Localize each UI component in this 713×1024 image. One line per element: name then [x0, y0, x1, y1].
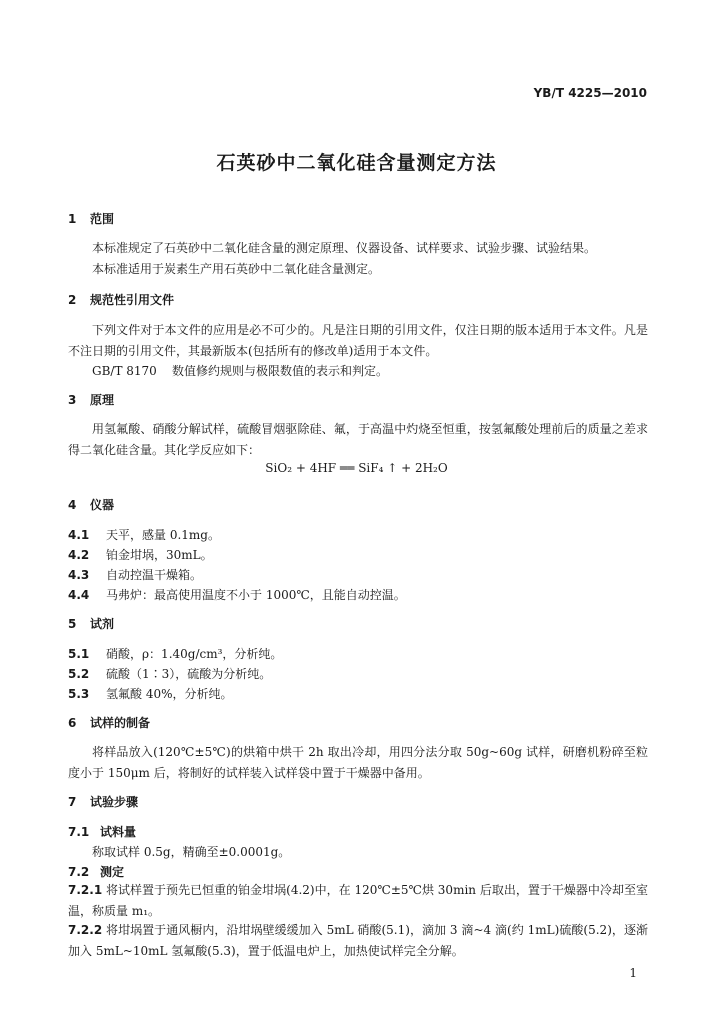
item-number: 4.3	[68, 568, 90, 582]
section-title: 范围	[90, 212, 115, 226]
section-number: 7	[68, 795, 77, 809]
standard-number: YB/T 4225—2010	[533, 86, 647, 100]
section-number: 3	[68, 393, 77, 407]
section-number: 6	[68, 716, 77, 730]
list-item	[68, 526, 220, 543]
section-number: 4	[68, 498, 77, 512]
item-text: 氢氟酸 40%，分析纯。	[106, 687, 233, 701]
subsection-7-2-2	[68, 920, 648, 962]
section-number: 2	[68, 293, 77, 307]
item-number: 5.2	[68, 667, 90, 681]
item-text: 铂金坩埚，30mL。	[106, 548, 213, 562]
normative-reference	[92, 362, 388, 379]
item-text: 自动控温干燥箱。	[106, 568, 203, 582]
section-1-heading	[68, 210, 114, 227]
section-2-paragraph: 下列文件对于本文件的应用是必不可少的。凡是注日期的引用文件，仅注日期的版本适用于本文件。凡是不注日期的引用文件，其最新版本(包括所有的修改单)适用于本文件。	[68, 323, 648, 358]
clause-number: 7.2.1	[68, 883, 103, 897]
list-item	[68, 566, 202, 583]
item-text: 硫酸（1∶3），硫酸为分析纯。	[106, 667, 272, 681]
section-7-heading	[68, 793, 138, 810]
clause-number: 7.2.2	[68, 923, 103, 937]
section-title: 试验步骤	[90, 795, 139, 809]
item-text: 天平，感量 0.1mg。	[106, 528, 220, 542]
section-title: 试剂	[90, 617, 115, 631]
subsection-title: 试料量	[100, 825, 137, 839]
section-number: 1	[68, 212, 77, 226]
section-title: 试样的制备	[90, 716, 151, 730]
section-6-paragraph: 将样品放入(120℃±5℃)的烘箱中烘干 2h 取出冷却，用四分法分取 50g~60g 试样，研磨机粉碎至粒度小于 150μm 后，将制好的试样装入试样袋中置于干燥器中备用。	[68, 745, 648, 780]
section-title: 原理	[90, 393, 115, 407]
item-number: 5.1	[68, 647, 90, 661]
item-text: 硝酸，ρ：1.40g/cm³，分析纯。	[106, 647, 283, 661]
item-number: 4.2	[68, 548, 90, 562]
section-1-paragraph-2: 本标准适用于炭素生产用石英砂中二氧化硅含量测定。	[92, 262, 381, 276]
document-title: 石英砂中二氧化硅含量测定方法	[216, 152, 497, 174]
item-number: 5.3	[68, 687, 90, 701]
section-title: 仪器	[90, 498, 115, 512]
chemical-equation: SiO₂ + 4HF ══ SiF₄ ↑ + 2H₂O	[265, 461, 448, 475]
section-3-heading	[68, 391, 114, 408]
subsection-number: 7.1	[68, 825, 90, 839]
subsection-7-2-1	[68, 880, 648, 922]
page-number: 1	[629, 966, 637, 980]
subsection-title: 测定	[100, 865, 125, 879]
list-item	[68, 546, 213, 563]
section-3-paragraph: 用氢氟酸、硝酸分解试样，硫酸冒烟驱除硅、氟，于高温中灼烧至恒重，按氢氟酸处理前后的质量之差求得二氧化硅含量。其化学反应如下：	[68, 422, 648, 457]
list-item	[68, 586, 406, 603]
clause-text: 将试样置于预先已恒重的铂金坩埚(4.2)中，在 120℃±5℃烘 30min 后取出，置于干燥器中冷却至室温，称质量 m₁。	[68, 883, 648, 918]
list-item	[68, 665, 271, 682]
subsection-7-2-heading	[68, 863, 124, 880]
item-number: 4.4	[68, 588, 90, 602]
list-item	[68, 685, 233, 702]
section-5-heading	[68, 615, 114, 632]
section-title: 规范性引用文件	[90, 293, 175, 307]
section-6-heading	[68, 714, 150, 731]
section-1-paragraph-1: 本标准规定了石英砂中二氧化硅含量的测定原理、仪器设备、试样要求、试验步骤、试验结果。	[92, 241, 597, 255]
reference-code: GB/T 8170	[92, 364, 157, 378]
reference-title: 数值修约规则与极限数值的表示和判定。	[172, 364, 389, 378]
section-2-heading	[68, 291, 174, 308]
subsection-7-1-heading	[68, 823, 136, 840]
list-item	[68, 645, 282, 662]
item-number: 4.1	[68, 528, 90, 542]
item-text: 马弗炉：最高使用温度不小于 1000℃，且能自动控温。	[106, 588, 406, 602]
subsection-7-1-text: 称取试样 0.5g，精确至±0.0001g。	[92, 845, 291, 859]
clause-text: 将坩埚置于通风橱内，沿坩埚壁缓缓加入 5mL 硝酸(5.1)，滴加 3 滴~4 滴(约 1mL)硫酸(5.2)，逐渐加入 5mL~10mL 氢氟酸(5.3)，置于低温电炉上，加热使试样完全分解。	[68, 923, 648, 958]
section-number: 5	[68, 617, 77, 631]
section-4-heading	[68, 496, 114, 513]
subsection-number: 7.2	[68, 865, 90, 879]
